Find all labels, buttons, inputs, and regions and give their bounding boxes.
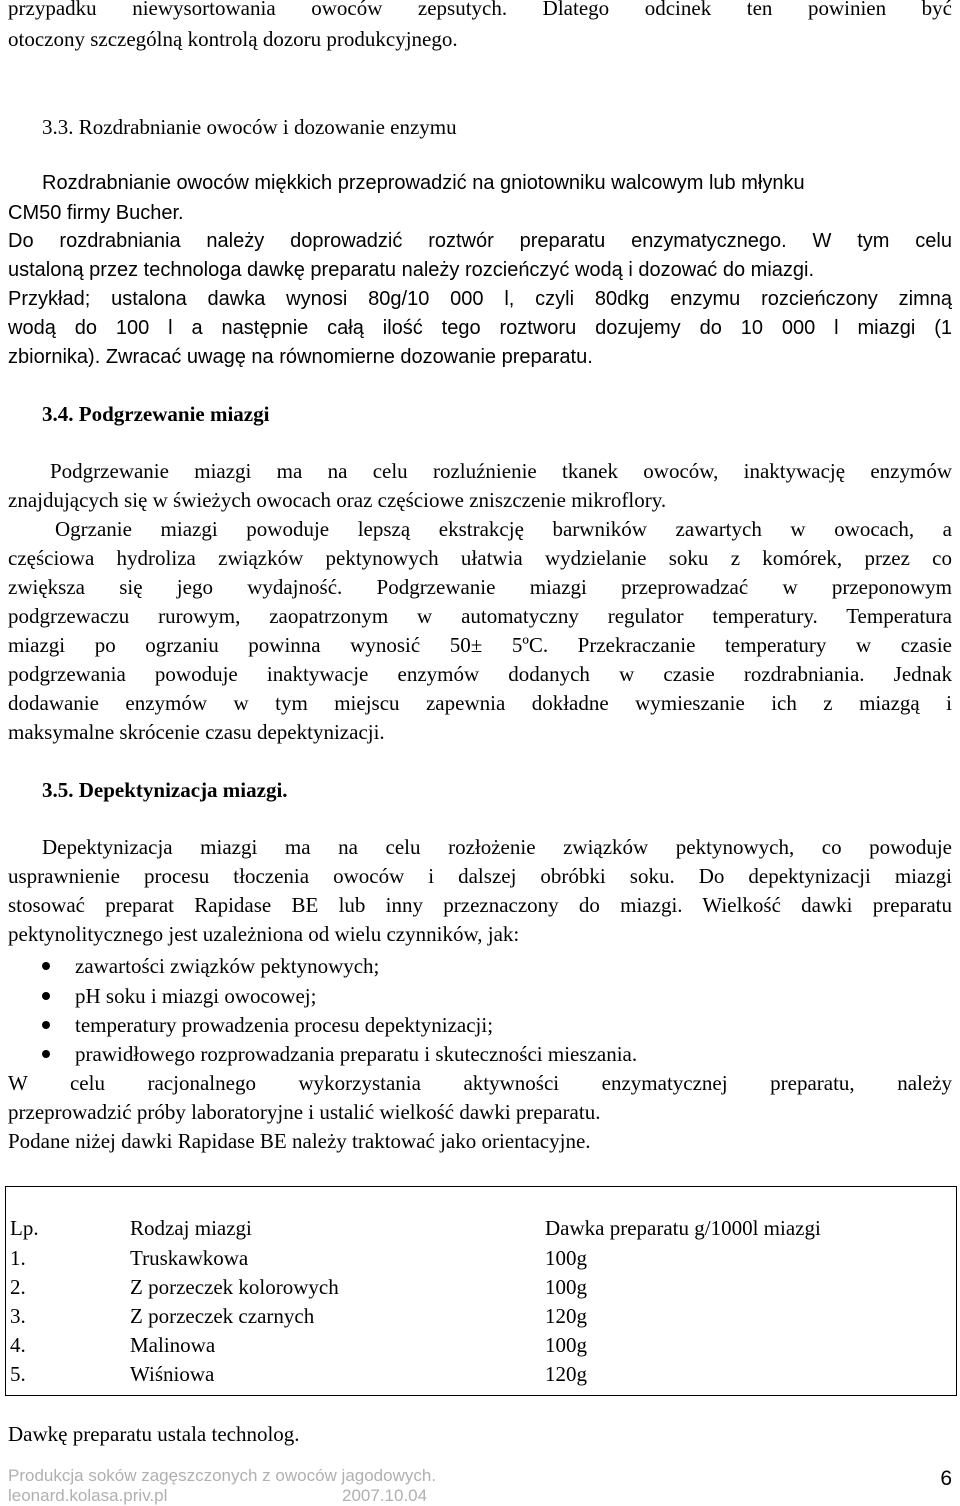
table-header-lp: Lp. bbox=[10, 1216, 39, 1240]
section-3-4-line-5: zwiększa się jego wydajność. Podgrzewanie miazgi przeprowadzać w przeponowym bbox=[8, 575, 952, 599]
section-3-3-line-2: CM50 firmy Bucher. bbox=[8, 202, 184, 224]
table-cell-dose: 120g bbox=[545, 1362, 587, 1386]
bullet-dot-icon bbox=[42, 992, 50, 1000]
after-bullets-line-3: Podane niżej dawki Rapidase BE należy traktować jako orientacyjne. bbox=[8, 1129, 591, 1153]
footer-title: Produkcja soków zagęszczonych z owoców jagodowych. bbox=[8, 1466, 437, 1485]
table-cell-type: Z porzeczek kolorowych bbox=[130, 1275, 339, 1299]
table-header-type: Rodzaj miazgi bbox=[130, 1216, 252, 1240]
section-3-4-line-1: Podgrzewanie miazgi ma na celu rozluźnienie tkanek owoców, inaktywację enzymów bbox=[50, 459, 952, 483]
section-3-5-title: Depektynizacja miazgi. bbox=[78, 778, 288, 802]
table-cell-lp: 4. bbox=[10, 1333, 26, 1357]
closing-note: Dawkę preparatu ustala technolog. bbox=[8, 1422, 300, 1446]
footer-date: 2007.10.04 bbox=[342, 1486, 428, 1505]
intro-line-2: otoczony szczególną kontrolą dozoru produkcyjnego. bbox=[8, 27, 458, 51]
section-3-4-heading bbox=[42, 401, 269, 427]
section-3-3-line-1: Rozdrabnianie owoców miękkich przeprowadzić na gniotowniku walcowym lub młynku bbox=[42, 172, 805, 194]
section-3-4-line-2: znajdujących się w świeżych owocach oraz częściowe zniszczenie mikroflory. bbox=[8, 488, 667, 512]
table-cell-type: Malinowa bbox=[130, 1333, 216, 1357]
section-3-4-line-4: częściowa hydroliza związków pektynowych ułatwia wydzielanie soku z komórek, przez co bbox=[8, 546, 952, 570]
after-bullets-line-2: przeprowadzić próby laboratoryjne i ustalić wielkość dawki preparatu. bbox=[8, 1100, 601, 1124]
intro-line-1: przypadku niewysortowania owoców zepsutych. Dlatego odcinek ten powinien być bbox=[8, 0, 952, 20]
table-cell-dose: 100g bbox=[545, 1333, 587, 1357]
table-header-dose: Dawka preparatu g/1000l miazgi bbox=[545, 1216, 821, 1240]
section-3-3-line-3: Do rozdrabniania należy doprowadzić roztwór preparatu enzymatycznego. W tym celu bbox=[8, 230, 952, 252]
bullet-dot-icon bbox=[42, 962, 50, 970]
bullet-dot-icon bbox=[42, 1021, 50, 1029]
table-cell-lp: 3. bbox=[10, 1304, 26, 1328]
table-cell-lp: 1. bbox=[10, 1246, 26, 1270]
table-cell-type: Z porzeczek czarnych bbox=[130, 1304, 315, 1328]
section-3-4-title: Podgrzewanie miazgi bbox=[78, 402, 270, 426]
table-cell-dose: 100g bbox=[545, 1246, 587, 1270]
section-3-4-line-6: podgrzewaczu rurowym, zaopatrzonym w automatyczny regulator temperatury. Temperatura bbox=[8, 604, 952, 628]
table-cell-dose: 100g bbox=[545, 1275, 587, 1299]
after-bullets-line-1: W celu racjonalnego wykorzystania aktywności enzymatycznej preparatu, należy bbox=[8, 1071, 952, 1095]
bullet-item-4: prawidłowego rozprowadzania preparatu i skuteczności mieszania. bbox=[75, 1042, 638, 1066]
section-3-5-line-1: Depektynizacja miazgi ma na celu rozłożenie związków pektynowych, co powoduje bbox=[42, 835, 952, 859]
section-3-4-line-10: maksymalne skrócenie czasu depektynizacji. bbox=[8, 720, 385, 744]
table-cell-lp: 5. bbox=[10, 1362, 26, 1386]
section-3-5-number: 3.5. bbox=[42, 778, 74, 802]
page-number: 6 bbox=[940, 1467, 952, 1490]
section-3-3-line-4: ustaloną przez technologa dawkę preparatu należy rozcieńczyć wodą i dozować do miazgi. bbox=[8, 259, 815, 281]
bullet-item-3: temperatury prowadzenia procesu depektynizacji; bbox=[75, 1013, 494, 1037]
footer-site-link[interactable]: leonard.kolasa.priv.pl bbox=[8, 1486, 168, 1505]
bullet-dot-icon bbox=[42, 1050, 50, 1058]
section-3-4-line-3: Ogrzanie miazgi powoduje lepszą ekstrakcję barwników zawartych w owocach, a bbox=[55, 517, 952, 541]
section-3-4-number: 3.4. bbox=[42, 402, 74, 426]
bullet-item-2: pH soku i miazgi owocowej; bbox=[75, 984, 317, 1008]
table-cell-type: Wiśniowa bbox=[130, 1362, 215, 1386]
table-cell-lp: 2. bbox=[10, 1275, 26, 1299]
section-3-3-title: Rozdrabnianie owoców i dozowanie enzymu bbox=[78, 115, 457, 139]
section-3-4-line-8: podgrzewania powoduje inaktywacje enzymów dodanych w czasie rozdrabniania. Jednak bbox=[8, 662, 952, 686]
section-3-5-line-4: pektynolitycznego jest uzależniona od wielu czynników, jak: bbox=[8, 922, 520, 946]
section-3-5-line-3: stosować preparat Rapidase BE lub inny przeznaczony do miazgi. Wielkość dawki preparatu bbox=[8, 893, 952, 917]
section-3-3-line-5: Przykład; ustalona dawka wynosi 80g/10 000 l, czyli 80dkg enzymu rozcieńczony zimną bbox=[8, 288, 952, 310]
section-3-4-line-7: miazgi po ogrzaniu powinna wynosić 50± 5ºC. Przekraczanie temperatury w czasie bbox=[8, 633, 952, 657]
section-3-5-line-2: usprawnienie procesu tłoczenia owoców i dalszej obróbki soku. Do depektynizacji miazgi bbox=[8, 864, 952, 888]
section-3-3-line-6: wodą do 100 l a następnie całą ilość tego roztworu dozujemy do 10 000 l miazgi (1 bbox=[8, 317, 952, 339]
bullet-item-1: zawartości związków pektynowych; bbox=[75, 954, 380, 978]
section-3-3-heading bbox=[42, 114, 457, 140]
section-3-5-heading bbox=[42, 777, 288, 803]
table-cell-dose: 120g bbox=[545, 1304, 587, 1328]
table-cell-type: Truskawkowa bbox=[130, 1246, 249, 1270]
section-3-3-line-7: zbiornika). Zwracać uwagę na równomierne dozowanie preparatu. bbox=[8, 346, 593, 368]
section-3-4-line-9: dodawanie enzymów w tym miejscu zapewnia dokładne wymieszanie ich z miazgą i bbox=[8, 691, 952, 715]
section-3-3-number: 3.3. bbox=[42, 115, 74, 139]
